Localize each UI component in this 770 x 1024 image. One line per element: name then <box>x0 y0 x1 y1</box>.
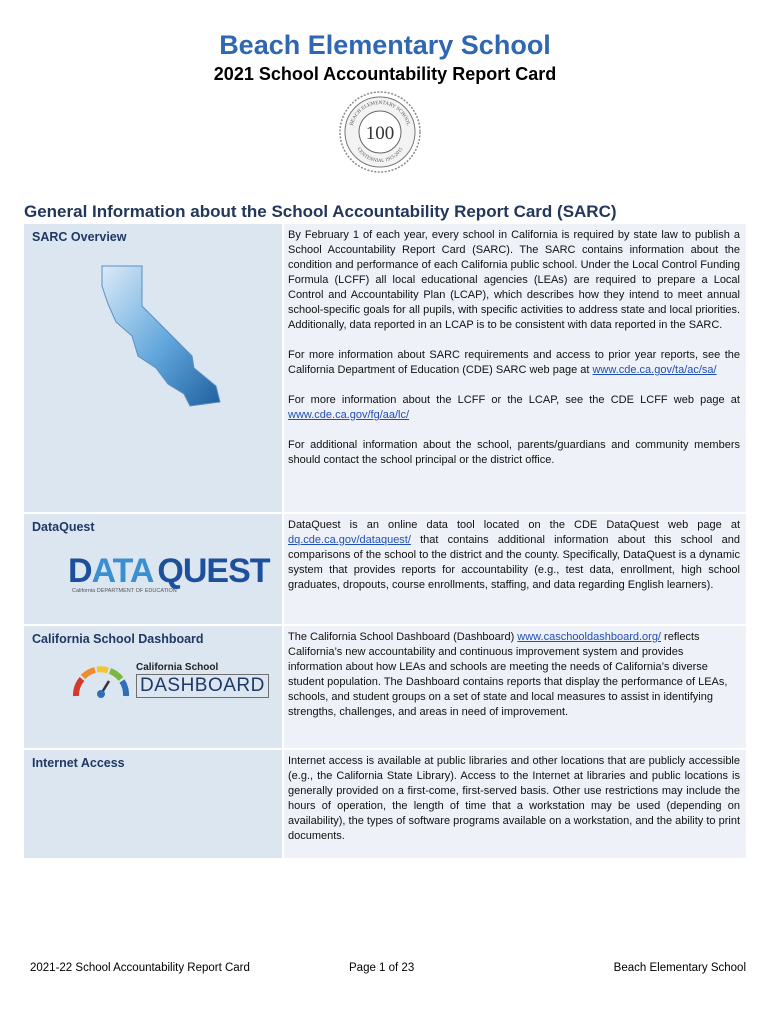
sarc-overview-label: SARC Overview <box>32 230 127 244</box>
row-label-cell <box>24 750 282 858</box>
dashboard-label: California School Dashboard <box>32 632 204 646</box>
cde-sarc-link[interactable]: www.cde.ca.gov/ta/ac/sa/ <box>592 364 717 376</box>
footer-report-name: 2021-22 School Accountability Report Card <box>30 962 250 974</box>
dashboard-logo <box>70 660 274 700</box>
row-label-cell <box>24 514 282 624</box>
table-row <box>24 626 746 748</box>
dataquest-label: DataQuest <box>32 520 95 534</box>
row-content-cell <box>284 626 746 748</box>
footer-page-number: Page 1 of 23 <box>349 962 415 974</box>
contact-paragraph: For additional information about the school, parents/guardians and community members should contact the school principal or the district office. <box>288 439 740 466</box>
sarc-overview-paragraph: By February 1 of each year, every school in California is required by state law to publish a School Accountability Report Card (SARC). The SARC contains information about the condition and performance of each California public school. Under the Local Control Funding Formula (LCFF) all local educational agencies (LEAs) are required to prepare a Local Control and Accountability Plan (LCAP), which describes how they intend to meet annual school-specific goals for all pupils, with specific activities to address state and local priorities. Additionally, data reported in an LCAP is to be consistent with data reported in the SARC. <box>288 229 740 331</box>
section-title: General Information about the School Accountability Report Card (SARC) <box>24 202 617 221</box>
dashboard-paragraph: The California School Dashboard (Dashboard) www.caschooldashboard.org/ reflects California’s new accountability and continuous improvement system and provides information about how LEAs and schools are meeting the needs of California’s diverse student population. The Dashboard contains reports that display the performance of LEAs, schools, and student groups on a set of state and local measures to assist in identifying strengths, challenges, and areas in need of improvement. <box>288 631 728 718</box>
seal-center-number: 100 <box>365 123 395 144</box>
row-label-cell <box>24 626 282 748</box>
table-row <box>24 750 746 858</box>
lcff-paragraph: For more information about the LCFF or the LCAP, see the CDE LCFF web page at www.cde.ca.gov/fg/aa/lc/ <box>288 394 740 421</box>
dataquest-logo: DATA QUEST California DEPARTMENT OF EDUCATION <box>68 554 274 595</box>
table-row <box>24 514 746 624</box>
seal-top-text: BEACH ELEMENTARY SCHOOL <box>348 99 412 127</box>
seal-bottom-text: CENTENNIAL 1915-2015 <box>355 147 405 165</box>
dashboard-logo-top: California School <box>136 662 219 673</box>
gauge-icon <box>70 660 132 700</box>
footer-school-name: Beach Elementary School <box>613 962 746 974</box>
table-row <box>24 224 746 512</box>
cde-lcff-link[interactable]: www.cde.ca.gov/fg/aa/lc/ <box>288 409 410 421</box>
centennial-seal <box>338 90 422 174</box>
california-map <box>94 260 224 410</box>
sarc-info-table <box>24 224 746 858</box>
dataquest-link[interactable]: dq.cde.ca.gov/dataquest/ <box>288 534 411 546</box>
row-content-cell <box>284 514 746 624</box>
dashboard-link[interactable]: www.caschooldashboard.org/ <box>517 631 661 643</box>
sarc-reports-paragraph: For more information about SARC requirements and access to prior year reports, see the California Department of Education (CDE) SARC web page at www.cde.ca.gov/ta/ac/sa/ <box>288 349 740 376</box>
internet-access-paragraph: Internet access is available at public libraries and other locations that are publicly accessible (e.g., the California State Library). Access to the Internet at libraries and public locations is generally provided on a first-come, first-served basis. Other use restrictions may include the hours of operation, the length of time that a workstation may be used (depending on availability), the types of software programs available on a workstation, and the ability to print documents. <box>288 755 740 842</box>
report-title: 2021 School Accountability Report Card <box>213 64 557 84</box>
dataquest-logo-subtitle: California DEPARTMENT OF EDUCATION <box>72 588 177 594</box>
row-label-cell <box>24 224 282 512</box>
row-content-cell <box>284 750 746 858</box>
row-content-cell <box>284 224 746 512</box>
dashboard-logo-bottom: DASHBOARD <box>136 674 269 698</box>
school-name: Beach Elementary School <box>219 30 551 60</box>
internet-access-label: Internet Access <box>32 756 125 770</box>
dataquest-paragraph: DataQuest is an online data tool located on the CDE DataQuest web page at dq.cde.ca.gov/dataquest/ that contains additional information about this school and comparisons of the school to the district and the county. Specifically, DataQuest is a dynamic system that provides reports for accountability (e.g., test data, enrollment, high school graduates, dropouts, course enrollments, staffing, and data regarding English learners). <box>288 519 740 591</box>
